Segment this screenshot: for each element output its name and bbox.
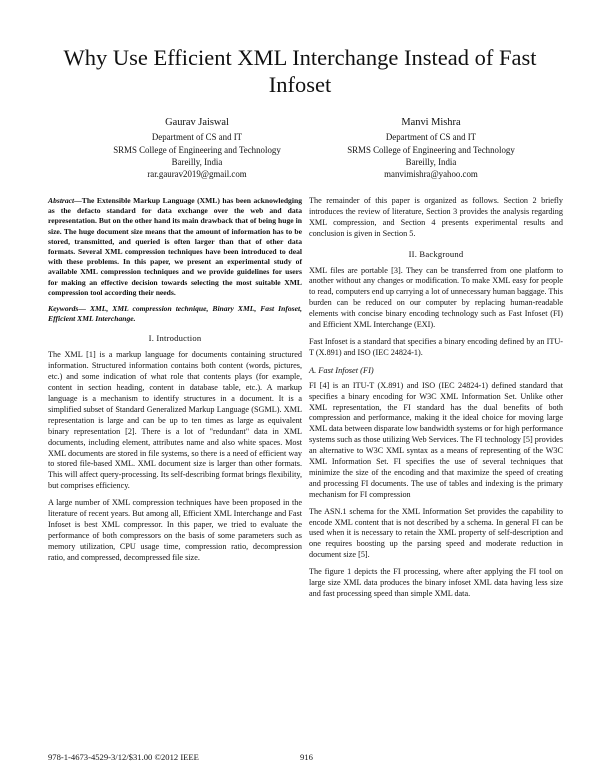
keywords — [48, 304, 302, 324]
author-institution: SRMS College of Engineering and Technology — [113, 144, 281, 155]
author-block-2 — [311, 117, 551, 180]
author-name: Manvi Mishra — [401, 117, 461, 128]
paper-title: Why Use Efficient XML Interchange Instead of Fast Infoset — [63, 45, 537, 97]
right-column — [309, 196, 563, 606]
intro-paragraph-1: The XML [1] is a markup language for documents containing structured information. Structured information contains both content (words, pictures, etc.) and some indication of what role that contents plays (for example, content in section heading, content in database table, etc.). A markup language is a mechanism to identify structures in a document. It is a simplified subset of Standard Generalized Markup Language (SGML). XML representation is large and can be up to ten times as large as equivalent binary representation [2]. There is a lot of "redundant" data in XML documents, including element, attributes name and also white spaces. Most XML documents are stored in file systems, so there is a need of efficient way to stored file-based XML. XML document size is larger than other formats. This will affect query-processing. Its self-describing format brings flexibility, but comprises efficiency. — [48, 350, 302, 491]
background-paragraph-1: XML files are portable [3]. They can be transferred from one platform to another without any changes or modification. To make XML easy for people to read, computers end up carrying a lot of unnecessary human baggage. This burden can be reduced on our computer by replacing human-readable elements with concise binary encoding technology such as Fast Infoset (FI) and Efficient XML Interchange (EXI). — [309, 265, 563, 330]
abstract-text: —The Extensible Markup Language (XML) has been acknowledging as the defacto standard for data exchange over the web and data representation. But on the other hand its main drawback that of being huge in size. The huge document size means that the amount of information has to be stored, transmitted, and queried is often larger than that of other data formats. Several XML compression techniques have been introduced to deal with these problems. In this paper, we present an experimental study of available XML compression techniques and we provide guidelines for users for making an effective decision towards selecting the most suitable XML compression tool according their needs. — [48, 196, 302, 297]
subsection-heading-fast-infoset: A. Fast Infoset (FI) — [309, 365, 374, 375]
author-department: Department of CS and IT — [385, 132, 477, 143]
section-heading-background: II. Background — [408, 248, 464, 259]
author-email: rar.gaurav2019@gmail.com — [147, 169, 247, 180]
author-department: Department of CS and IT — [151, 132, 243, 143]
fast-infoset-paragraph-3: The figure 1 depicts the FI processing, where after applying the FI tool on large size XML data produces the binary infoset XML data having less size and fast processing speed than simple XML data. — [309, 567, 563, 598]
keywords-label: Keywords — [48, 304, 79, 314]
author-location: Bareilly, India — [171, 156, 223, 167]
author-location: Bareilly, India — [405, 156, 457, 167]
intro-paragraph-2: A large number of XML compression techniques have been proposed in the literature of recent years. But among all, Efficient XML Interchange and Fast Infoset is best XML compressor. In this paper, we tried to evaluate the performance of both compressors on the basis of some parameters such as memory utilization, CPU usage time, compression ratio, decompression ratio, and compressed, decompressed file size. — [48, 498, 302, 562]
author-email: manvimishra@yahoo.com — [384, 169, 478, 180]
fast-infoset-paragraph-1: FI [4] is an ITU-T (X.891) and ISO (IEC 24824-1) defined standard that specifies a binary encoding for W3C XML Information Set. Unlike other XML representation, the FI standard has the dual benefits of both compression and performance, making it the ideal choice for moving large XML data between disparate low bandwidth systems or for high performance systems such as those utilizing Web Services. The FI technology [5] provides an alternative to W3C XML syntax as a means of representing of the W3C XML Information Set. FI specifies the use of several techniques that minimize the size of the encoding and that maximize the speed of creating and processing FI documents. The use of tables and indexing is the primary mechanism for FI compression — [309, 380, 563, 499]
abstract-label: Abstract — [48, 196, 75, 205]
author-institution: SRMS College of Engineering and Technology — [347, 144, 515, 155]
fast-infoset-paragraph-2: The ASN.1 schema for the XML Information Set provides the capability to encode XML content that is not described by a schema. In general FI can be used when it is necessary to retain the XML property of self-description and one requires boosting up the parsing speed and moderate reduction in document size [5]. — [309, 506, 563, 560]
outline-paragraph: The remainder of this paper is organized as follows. Section 2 briefly introduces the review of literature, Section 3 provides the analysis regarding XML compression, and Section 4 presents experimental results and conclusion is given in Section 5. — [309, 196, 563, 238]
left-column — [48, 196, 302, 570]
author-block-1 — [77, 117, 317, 180]
section-heading-introduction: I. Introduction — [148, 333, 202, 344]
page-number: 916 — [300, 752, 313, 762]
keywords-text: — XML, XML compression technique, Binary XML, Fast Infoset, Efficient XML Interchange. — [48, 304, 302, 324]
author-name: Gaurav Jaiswal — [165, 117, 229, 128]
abstract — [48, 196, 302, 298]
background-paragraph-2: Fast Infoset is a standard that specifies a binary encoding defined by an ITU-T (X.891) and ISO (IEC 24824-1). — [309, 336, 563, 357]
footer-copyright: 978-1-4673-4529-3/12/$31.00 ©2012 IEEE — [48, 752, 199, 762]
